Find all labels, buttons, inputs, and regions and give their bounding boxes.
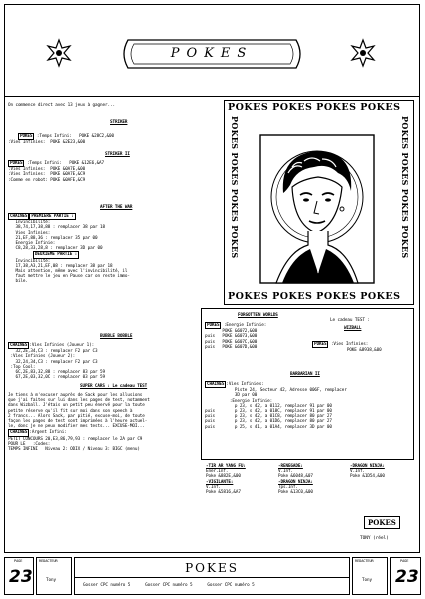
vigilante-title: -VIGILANTE: <box>206 479 234 485</box>
supercars-line: façon les pages de test sont imprimées à l'heure actuel- <box>8 419 148 425</box>
dragon-title: -DRAGON NINJA: <box>278 479 313 485</box>
footer-title: POKES <box>185 561 239 575</box>
bubble-line: :Vies Infinies (Joueur 2): <box>8 354 76 360</box>
bubble-line: :Top Cool: <box>8 364 36 370</box>
barbarian-line: p 23, s 42, a 01D6, remplacer 80 par 27 <box>229 419 332 425</box>
supercars-line: petite réserve qu'il fit sur moi dans son speech à <box>8 408 133 414</box>
footer-page-label: PAGE <box>14 559 23 563</box>
wizball-intro: Le cadeau TEST : <box>330 318 370 323</box>
footer-redac-label-right: REDACTEUR <box>355 559 374 563</box>
bubble-title: BUBBLE BOBBLE <box>100 334 133 339</box>
wizball-tag: POKES <box>314 342 327 347</box>
right-ornament-icon <box>348 38 378 68</box>
striker-title: STRIKER <box>110 120 128 125</box>
barbarian-line: p 23, s 42, a 01C8, remplacer 80 par 27 <box>229 414 332 420</box>
pokes-badge: POKES <box>364 516 400 529</box>
afterwar-title: AFTER THE WAR <box>100 205 133 210</box>
footer-redac-left <box>36 557 72 595</box>
afterwar-part1: PREMIERE PARTIE : <box>31 214 74 219</box>
left-ornament-icon <box>44 38 74 68</box>
footer-redac-name-right: Tony <box>362 578 372 583</box>
drag2-line: V.Inf. <box>350 469 365 475</box>
intro-text: On commence direct avec 13 jeux à gagner... <box>8 103 115 108</box>
footer-mag: Gosser CPC numéro 5 Gosser CPC numéro 5 Gosser CPC numéro 5 <box>83 583 255 588</box>
title-banner <box>118 38 306 70</box>
dragon2-title: -DRAGON NINJA: <box>350 464 385 469</box>
afterwar-block <box>8 213 130 285</box>
forgotten-puis: puis <box>205 344 215 350</box>
barbarian-line: :Energie Infinie: <box>227 398 273 404</box>
striker-block <box>8 128 114 146</box>
footer-center <box>74 557 350 595</box>
striker2-title: STRIKER II <box>105 152 130 157</box>
afterwar-line: Invincibilité: <box>8 258 51 264</box>
tir-title: -TIR AR YANG FU: <box>206 464 246 469</box>
footer-redac-name: Tony <box>46 578 56 583</box>
striker-line-1: :Temps Infini: POKE &28C2,&00 <box>36 134 114 140</box>
footer-rule <box>75 577 349 578</box>
barbarian-line: Piste 24, Secteur 42, Adresse 006F, remplacer <box>229 388 347 394</box>
forgotten-line: POKE &6072,&00 <box>222 329 258 335</box>
afterwar-line: Invincibilité: <box>8 220 51 226</box>
bubble-line: 32,2E,34,C3 : remplacer F2 par C3 <box>8 349 98 355</box>
forgotten-title: FORGOTTEN WORLDS <box>238 313 278 318</box>
vig-line: Poke &5816,&A7 <box>206 490 241 496</box>
wizball-title: WIZBALL <box>344 326 362 331</box>
striker2-line-1: :Temps Infini: POKE &12E6,&A7 <box>26 161 105 166</box>
wizball-block <box>312 341 382 353</box>
bubble-tag: CHAINES <box>10 343 28 348</box>
signature: TONY (réel) <box>360 536 389 541</box>
supercars-tag: CHAINES <box>10 430 28 436</box>
art-banner-bottom: POKES POKES POKES POKES <box>228 291 401 302</box>
bubble-line: 67,2E,03,32,0C : remplacer 03 par 59 <box>8 375 105 381</box>
forgotten-puis: puis <box>205 334 215 340</box>
forgotten-line: :Energie Infinie: <box>223 323 267 328</box>
supercars-line: le, donc je ne peux modifier mes tests... EXCUSE-MOI... <box>8 424 145 430</box>
forgotten-line: POKE &607D,&00 <box>222 344 258 350</box>
afterwar-line: faut mettre le jeu en Pause car on reste immo- <box>8 274 130 280</box>
footer-page-right <box>390 557 421 595</box>
afterwar-line: C8,28,33,28,8 : remplacer 3D par 00 <box>8 246 103 252</box>
barbarian-tag: CHAINES <box>207 382 225 387</box>
barbarian-title: BARBARIAN II <box>290 372 320 377</box>
tir-block <box>206 464 246 495</box>
footer-page-number-right: 23 <box>395 567 419 587</box>
barbarian-line: p 25, s 41, a 01A4, remplacer 3D par 00 <box>229 424 332 430</box>
footer-page-number: 23 <box>9 567 33 587</box>
barbarian-line: :Vies Infinies: <box>226 382 264 387</box>
forgotten-puis: puis <box>205 339 215 345</box>
striker-line-2: :Vies Infinies: POKE &2E23,&00 <box>8 140 86 146</box>
forgotten-line: POKE &607C,&00 <box>222 339 258 345</box>
barbarian-block <box>205 381 347 430</box>
supercars-title: SUPER CARS : Le cadeau TEST <box>80 384 148 389</box>
bubble-line: 32,24,34,C3 : remplacer F2 par C3 <box>8 359 98 365</box>
footer-redac-label: REDACTEUR <box>39 559 58 563</box>
ren-line: Poke &6048,&07 <box>278 474 313 480</box>
wizball-line: :Vies Infinies: <box>330 342 369 347</box>
vig-line: V.Inf. <box>206 484 221 490</box>
dragon2-block <box>350 464 385 480</box>
renegade-title: -RENEGADE: <box>278 464 303 469</box>
footer <box>0 555 425 599</box>
bubble-line: 6C,2E,83,32,88 : remplacer 83 par 59 <box>8 370 105 376</box>
barbarian-puis: puis <box>205 424 215 430</box>
barbarian-line: p 23, s 42, a 018C, remplacer 91 par 00 <box>229 409 332 415</box>
tir-line: Ener.Inf. <box>206 469 229 475</box>
title-divider <box>4 96 420 97</box>
striker2-block <box>8 160 104 183</box>
barbarian-line: 3D par 00 <box>229 393 258 399</box>
forgotten-tag: POKES <box>207 323 220 328</box>
page-title: POKES <box>170 46 254 61</box>
barbarian-puis: puis <box>205 414 215 420</box>
footer-page-label-right: PAGE <box>400 559 409 563</box>
bubble-block <box>8 342 105 380</box>
afterwar-line: Mais attention, même avec l'invincibilité, il <box>8 269 128 275</box>
footer-redac-right <box>352 557 388 595</box>
portrait-illustration-icon <box>258 133 376 285</box>
forgotten-line: POKE &6073,&00 <box>222 334 258 340</box>
striker2-line-2: :Vies Infinies: POKE &0A7E,&00 <box>8 167 86 173</box>
barbarian-puis: puis <box>205 409 215 415</box>
art-banner-top: POKES POKES POKES POKES <box>228 102 401 113</box>
forgotten-block <box>205 322 266 350</box>
supercars-line: dans Wizball. J'étais un petit peu énervé pour la toute <box>8 403 145 409</box>
supercars-line: PETIT CONCOURS 20,E3,86,79,93 : remplacer le 2A par C9 <box>8 436 143 442</box>
supercars-line: Je tiens à m'excuser auprès de Sack pour les allusions <box>8 393 143 398</box>
supercars-line: 2 francs... Alors Sack, par pitié, excuse-moi, de toute <box>8 413 145 419</box>
striker2-line-4: :Comme en robot: POKE &0AFE,&C9 <box>8 177 86 183</box>
afterwar-line: 17,38,A3,21,EF,08 : remplacer 38 par 18 <box>8 263 113 269</box>
supercars-block <box>8 393 150 452</box>
afterwar-part2: DEUXIEME PARTIE : <box>34 252 78 258</box>
renegade-block <box>278 464 313 495</box>
striker2-line-3: :Vies Infinies: POKE &0A7E,&C9 <box>8 172 86 178</box>
footer-page-left <box>4 557 34 595</box>
bubble-line: :Vies Infinies (Joueur 1): <box>29 343 95 348</box>
supercars-line: TEMPS INFINI Niveau 2: ODIX / Niveau 3: BIGC (menu) <box>8 447 140 453</box>
supercars-line: POUR LE :Codes: <box>8 441 51 447</box>
wizball-line: POKE &8938,&00 <box>346 348 382 354</box>
afterwar-line: 38,74,17,38,88 : remplacer 38 par 18 <box>8 225 105 231</box>
ren-line: V.Inf. <box>278 469 293 475</box>
afterwar-line: 21,EF,88,36 : remplacer 35 par 00 <box>8 235 98 241</box>
striker2-tag: POKES <box>10 161 23 166</box>
striker-tag: POKES <box>19 134 33 140</box>
afterwar-line: Vies Infinies: <box>8 230 51 236</box>
drag2-line: Poke &1D54,&00 <box>350 474 385 480</box>
drag-line: Poke &13C0,&00 <box>278 490 313 496</box>
supercars-line: :Argent Infini: <box>29 430 67 436</box>
supercars-line: que j'ai faites sur lui dans les pages de test, notamment <box>8 398 150 404</box>
afterwar-line: bile. <box>8 279 28 285</box>
art-side-right: POKES POKES POKES POKES <box>400 116 410 259</box>
art-side-left: POKES POKES POKES POKES <box>230 116 240 259</box>
barbarian-puis: puis <box>205 419 215 425</box>
afterwar-tag: CHAINES <box>10 214 28 219</box>
afterwar-line: Energie Infinie: <box>8 241 56 247</box>
drag-line: Tps.Inf. <box>278 484 298 490</box>
tir-line: Poke &882E,&00 <box>206 474 241 480</box>
barbarian-line: p 23, s 42, a 0112, remplacer 91 par 00 <box>229 403 332 409</box>
